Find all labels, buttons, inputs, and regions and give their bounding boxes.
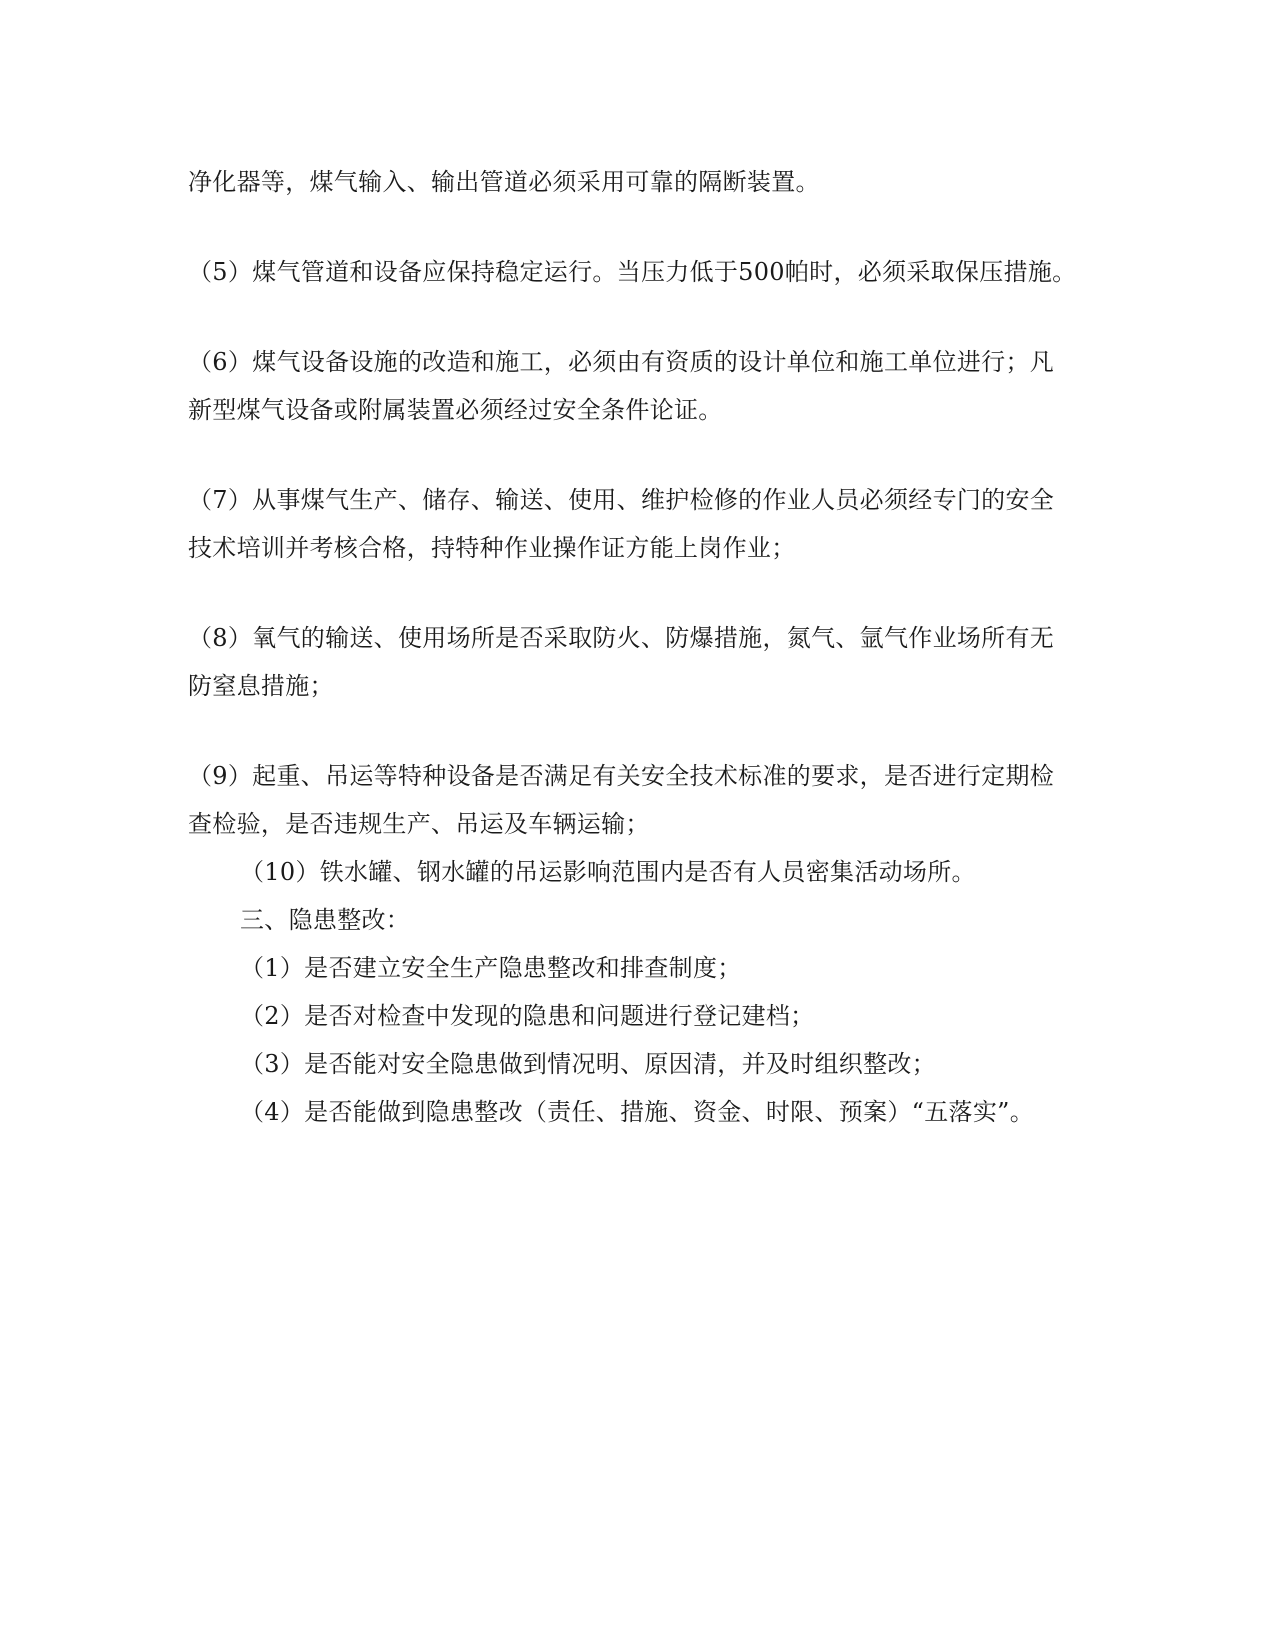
section-heading-hazard-rectification: 三、隐患整改： [240,906,411,934]
text-line-item-6: （6）煤气设备设施的改造和施工，必须由有资质的设计单位和施工单位进行；凡 [188,348,1055,376]
text-line-item-8-cont: 防窒息措施； [188,672,334,700]
text-line-rectification-3: （3）是否能对安全隐患做到情况明、原因清，并及时组织整改； [240,1050,936,1078]
text-line-item-8: （8）氧气的输送、使用场所是否采取防火、防爆措施，氮气、氩气作业场所有无 [188,624,1055,652]
text-line-item-6-cont: 新型煤气设备或附属装置必须经过安全条件论证。 [188,396,723,424]
text-line-item-9: （9）起重、吊运等特种设备是否满足有关安全技术标准的要求，是否进行定期检 [188,762,1055,790]
text-line-rectification-2: （2）是否对检查中发现的隐患和问题进行登记建档； [240,1002,815,1030]
text-line-rectification-4: （4）是否能做到隐患整改（责任、措施、资金、时限、预案）“五落实”。 [240,1098,1035,1126]
text-line-item-5: （5）煤气管道和设备应保持稳定运行。当压力低于500帕时，必须采取保压措施。 [188,258,1077,286]
text-line-rectification-1: （1）是否建立安全生产隐患整改和排查制度； [240,954,742,982]
text-line-item-10: （10）铁水罐、钢水罐的吊运影响范围内是否有人员密集活动场所。 [240,858,976,886]
text-line-item-7-cont: 技术培训并考核合格，持特种作业操作证方能上岗作业； [188,534,796,562]
text-line-item-7: （7）从事煤气生产、储存、输送、使用、维护检修的作业人员必须经专门的安全 [188,486,1055,514]
text-line-gas-purifier: 净化器等，煤气输入、输出管道必须采用可靠的隔断装置。 [188,168,820,196]
text-line-item-9-cont: 查检验，是否违规生产、吊运及车辆运输； [188,810,650,838]
